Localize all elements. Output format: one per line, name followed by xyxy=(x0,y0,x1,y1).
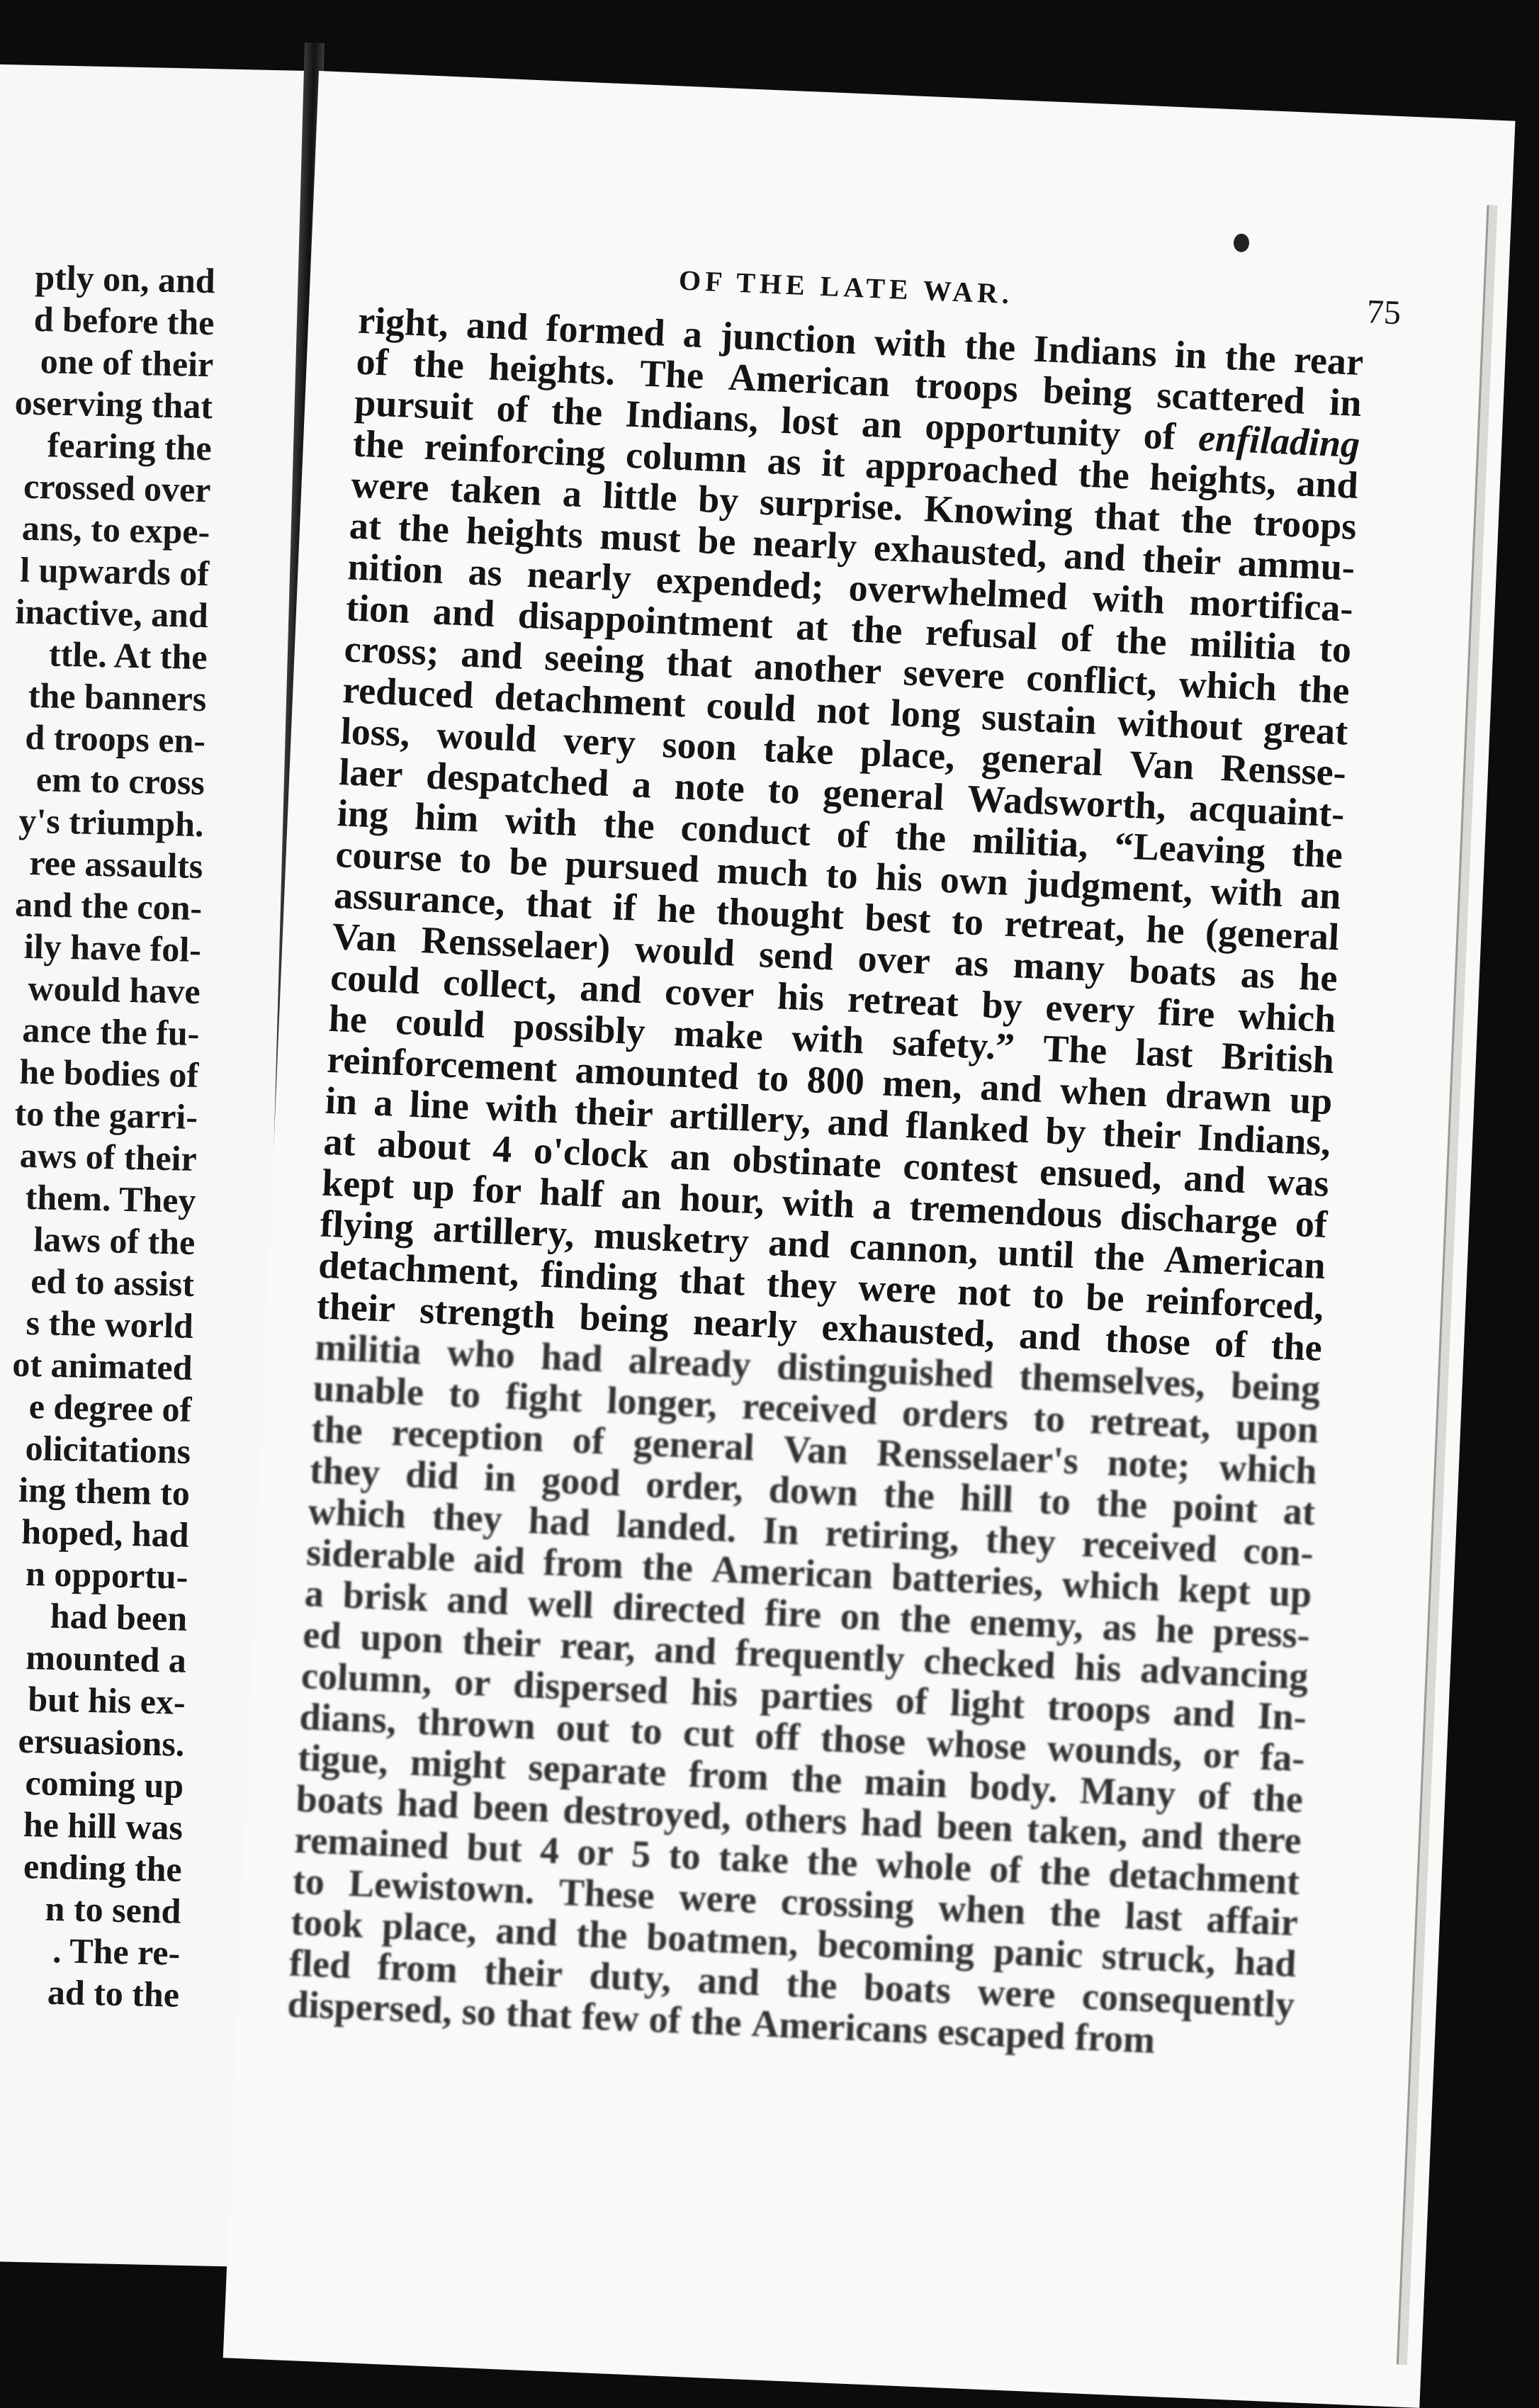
text-line: were taken a little by surprise. Knowing that the troops xyxy=(350,463,1358,548)
text-line: remained but 4 or 5 to take the whole of the detachment xyxy=(293,1818,1301,1903)
text-line: which they had landed. In retiring, they received con- xyxy=(307,1490,1314,1575)
text-line: of the heights. The American troops being scattered in xyxy=(355,339,1363,425)
text-line: reduced detachment could not long sustain without great xyxy=(342,668,1349,753)
page-number: 75 xyxy=(1365,293,1402,332)
text-line: dians, thrown out to cut off those whose wounds, or fa- xyxy=(298,1694,1306,1780)
text-line: siderable aid from the American batteries, which kept up xyxy=(305,1531,1313,1616)
text-line: tigue, might separate from the main body. Many of the xyxy=(297,1735,1304,1821)
left-page-line: oserving that xyxy=(14,382,213,427)
left-page-line: d troops en- xyxy=(24,716,206,761)
text-line: cross; and seeing that another severe conflict, which the xyxy=(343,627,1351,712)
text-line: right, and formed a junction with the Indians in the rear xyxy=(357,298,1365,384)
left-page-line: y's triumph. xyxy=(18,800,205,845)
text-line: tion and disappointment at the refusal of the militia to xyxy=(345,586,1353,671)
left-page-line: hoped, had xyxy=(21,1511,190,1555)
left-page-line: ans, to expe- xyxy=(21,507,210,552)
left-page-line: he hill was xyxy=(23,1804,184,1847)
left-page-line: d before the xyxy=(33,298,215,343)
text-line: ed upon their rear, and frequently checked his advancing xyxy=(302,1613,1309,1698)
text-line: kept up for half an hour, with a tremendous discharge of xyxy=(321,1161,1329,1246)
text-line: detachment, finding that they were not to be reinforced, xyxy=(317,1243,1325,1328)
text-line: at the heights must be nearly exhausted, and their ammu- xyxy=(348,504,1356,589)
left-page-line: and the con- xyxy=(14,884,203,928)
left-page-line: ed to assist xyxy=(30,1261,195,1304)
text-line: course to be pursued much to his own judgment, with an xyxy=(334,832,1342,918)
left-page-line: ad to the xyxy=(47,1971,180,2015)
text-line: boats had been destroyed, others had been taken, and there xyxy=(295,1777,1302,1862)
left-page-line: inactive, and xyxy=(14,591,209,636)
text-line: at about 4 o'clock an obstinate contest ensued, and was xyxy=(322,1120,1330,1205)
left-page-line: one of their xyxy=(40,341,214,385)
left-page-line: but his ex- xyxy=(27,1679,186,1722)
text-line: fled from their duty, and the boats were consequently xyxy=(288,1941,1296,2027)
left-page-line: . The re- xyxy=(52,1930,181,1973)
left-page-line: ot animated xyxy=(11,1344,193,1388)
left-page-line: ance the fu- xyxy=(21,1009,201,1054)
text-line: assurance, that if he thought best to retreat, he (general xyxy=(333,873,1341,959)
left-page-text xyxy=(0,255,215,2016)
running-head: OF THE LATE WAR. xyxy=(678,264,1015,310)
left-page-line: he bodies of xyxy=(18,1051,199,1096)
left-page-line: them. They xyxy=(25,1176,197,1220)
left-page-line: ing them to xyxy=(18,1469,191,1513)
text-line: pursuit of the Indians, lost an opportunity of enfilading xyxy=(354,381,1361,466)
text-line: laer despatched a note to general Wadsworth, acquaint- xyxy=(338,750,1346,836)
body-text xyxy=(287,300,1365,2066)
left-page-line: n opportu- xyxy=(25,1553,188,1597)
text-line: reinforcement amounted to 800 men, and when drawn up xyxy=(326,1037,1334,1123)
text-line: a brisk and well directed fire on the enemy, as he press- xyxy=(303,1572,1311,1657)
left-page-line: had been xyxy=(50,1595,188,1638)
left-page-line: ending the xyxy=(23,1846,183,1889)
page-edge xyxy=(1397,205,1498,2365)
left-page-line: olicitations xyxy=(25,1428,191,1471)
text-line: militia who had already distinguished themselves, being xyxy=(314,1325,1321,1410)
left-page-line: ily have fol- xyxy=(23,925,202,970)
left-page-line: em to cross xyxy=(35,759,205,803)
left-page-line: ree assaults xyxy=(28,842,203,887)
left-page-line: aws of their xyxy=(19,1135,198,1178)
text-line: loss, would very soon take place, general Van Rensse- xyxy=(339,709,1348,794)
left-page-line: laws of the xyxy=(33,1219,196,1262)
text-line: to Lewistown. These were crossing when the last affair xyxy=(291,1859,1299,1945)
left-page-line: fearing the xyxy=(47,424,213,468)
left-page-line: l upwards of xyxy=(19,549,210,594)
text-line: unable to fight longer, received orders to retreat, upon xyxy=(312,1366,1320,1451)
left-page-line: ttle. At the xyxy=(48,634,208,677)
left-page-line: e degree of xyxy=(28,1386,192,1429)
text-line: the reception of general Van Rensselaer's note; which xyxy=(310,1407,1318,1492)
text-line: flying artillery, musketry and cannon, until the American xyxy=(319,1202,1326,1287)
left-page-line: coming up xyxy=(24,1762,184,1806)
left-page-line: s the world xyxy=(26,1303,194,1346)
left-page-line: n to send xyxy=(45,1888,182,1931)
text-line: in a line with their artillery, and flanked by their Indians, xyxy=(324,1079,1332,1164)
ink-speck xyxy=(1233,233,1249,252)
left-page-line: ptly on, and xyxy=(34,257,216,301)
text-line: Van Rensselaer) would send over as many boats as he xyxy=(331,914,1338,1000)
text-line: he could possibly make with safety.” The last British xyxy=(327,996,1335,1082)
left-page-line: to the garri- xyxy=(14,1093,198,1137)
text-line: they did in good order, down the hill to the point at xyxy=(309,1448,1317,1534)
text-line: dispersed, so that few of the Americans escaped from xyxy=(286,1982,1156,2061)
left-page-line: would have xyxy=(27,967,201,1012)
left-page-line: crossed over xyxy=(23,466,212,510)
text-line: nition as nearly expended; overwhelmed with mortifica- xyxy=(346,545,1354,630)
text-line: column, or dispersed his parties of light troops and In- xyxy=(300,1653,1308,1739)
text-line: the reinforcing column as it approached the heights, and xyxy=(351,422,1359,507)
text-line: took place, and the boatmen, becoming panic struck, had xyxy=(290,1900,1297,1986)
left-page-line: mounted a xyxy=(25,1637,187,1680)
right-page xyxy=(223,71,1516,2408)
text-line: their strength being nearly exhausted, and those of the xyxy=(315,1284,1323,1369)
text-line: ing him with the conduct of the militia, “Leaving the xyxy=(336,792,1344,877)
text-line: could collect, and cover his retreat by every fire which xyxy=(329,955,1337,1041)
left-page-line: the banners xyxy=(28,675,207,719)
left-page-line: ersuasions. xyxy=(18,1720,186,1764)
